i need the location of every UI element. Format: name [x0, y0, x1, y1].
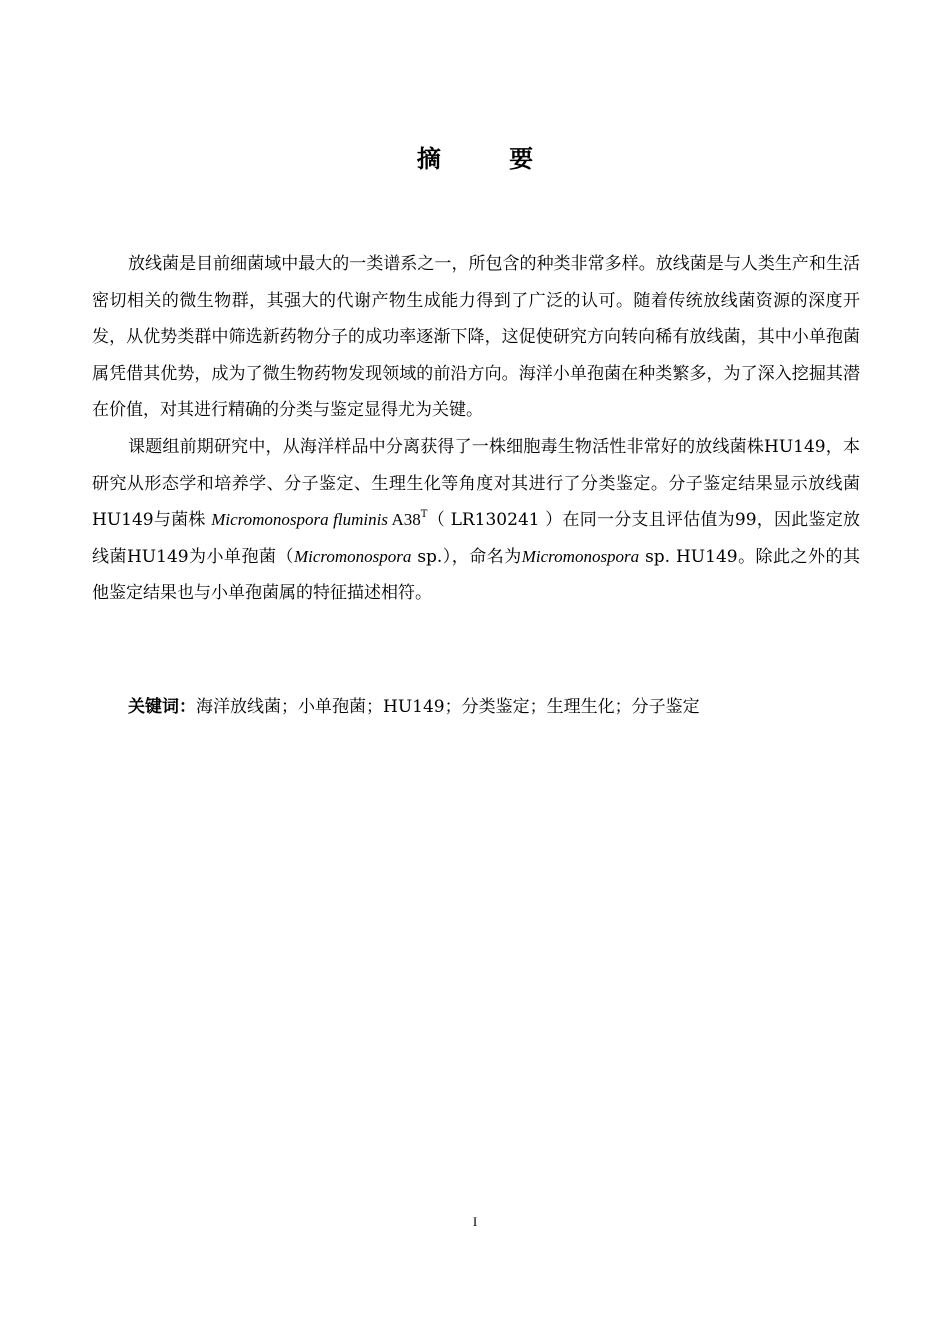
paragraph-2-text-c: sp.），命名为: [411, 546, 522, 567]
keywords-label: 关键词：: [128, 697, 196, 717]
page-number: I: [472, 1214, 478, 1229]
species-name: Micromonospora fluminis: [211, 510, 388, 530]
abstract-body: [92, 246, 860, 612]
paragraph-2-text-a: 课题组前期研究中，从海洋样品中分离获得了一株细胞毒生物活性非常好的放线菌株HU149，本研究从形态学和培养学、分子鉴定、生理生化等角度对其进行了分类鉴定。分子鉴定结果显示放线菌HU149与菌株: [92, 436, 860, 531]
keywords-line: [92, 692, 860, 722]
page-title: 摘 要: [416, 145, 564, 173]
genus-name-1: Micromonospora: [293, 546, 412, 566]
genus-name-2: Micromonospora: [521, 546, 640, 566]
abstract-paragraph-1: 放线菌是目前细菌域中最大的一类谱系之一，所包含的种类非常多样。放线菌是与人类生产和生活密切相关的微生物群，其强大的代谢产物生成能力得到了广泛的认可。随着传统放线菌资源的深度开发，从优势类群中筛选新药物分子的成功率逐渐下降，这促使研究方向转向稀有放线菌，其中小单孢菌属凭借其优势，成为了微生物药物发现领域的前沿方向。海洋小单孢菌在种类繁多，为了深入挖掘其潜在价值，对其进行精确的分类与鉴定显得尤为关键。: [92, 254, 860, 421]
strain-name: A38: [387, 510, 421, 530]
paragraph-2-text-b: （ LR130241 ）在同一分支且评估值为99，因此鉴定放线菌HU149为小单孢菌（: [92, 510, 860, 567]
paragraph-2-text-d: sp. HU149。除此之外的其他鉴定结果也与小单孢菌属的特征描述相符。: [92, 546, 860, 604]
abstract-paragraph-2: [92, 429, 860, 612]
type-strain-superscript: T: [420, 509, 428, 521]
keywords-value: 海洋放线菌；小单孢菌；HU149；分类鉴定；生理生化；分子鉴定: [196, 697, 700, 717]
